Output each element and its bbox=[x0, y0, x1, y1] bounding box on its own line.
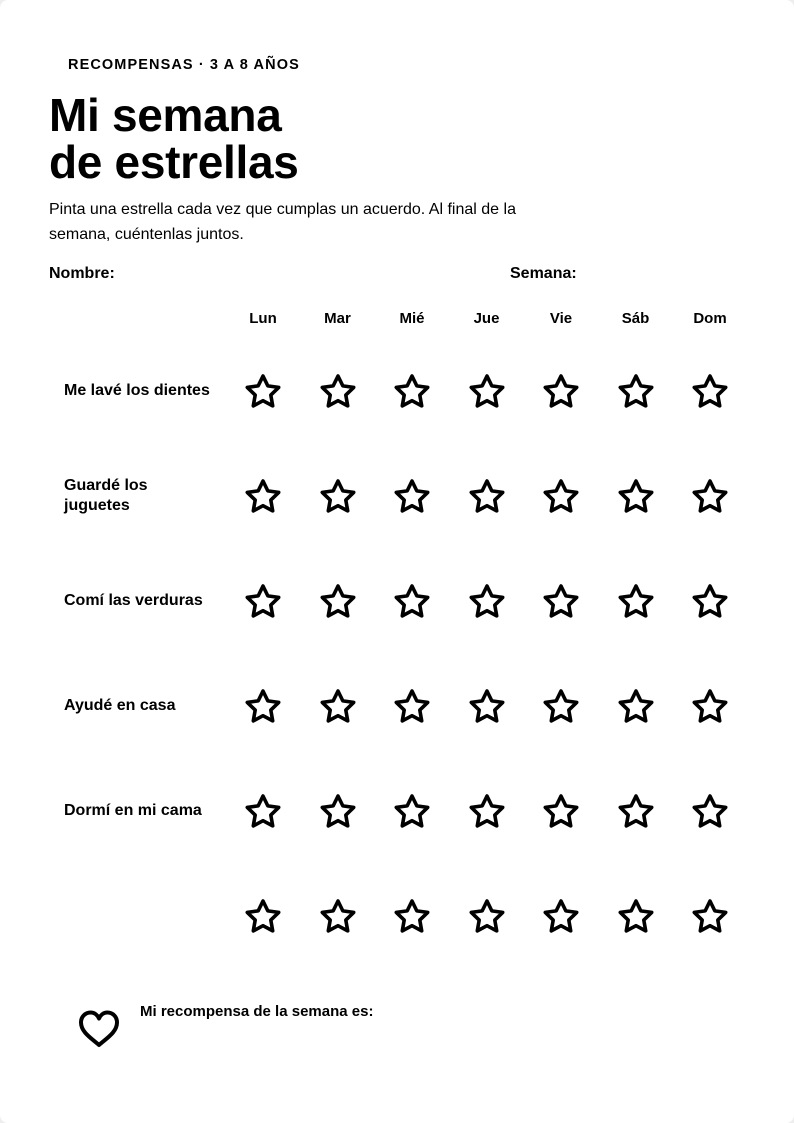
star-icon[interactable] bbox=[243, 581, 283, 621]
day-header-mar: Mar bbox=[324, 310, 351, 327]
star-icon[interactable] bbox=[318, 476, 358, 516]
star-icon[interactable] bbox=[616, 476, 656, 516]
day-header-sab: Sáb bbox=[621, 310, 650, 327]
star-icon[interactable] bbox=[243, 371, 283, 411]
instructions-text: Pinta una estrella cada vez que cumplas un acuerdo. Al final de la semana, cuéntenlas juntos. bbox=[49, 201, 516, 243]
star-icon[interactable] bbox=[616, 371, 656, 411]
star-icon[interactable] bbox=[616, 686, 656, 726]
title-line-1: Mi semana bbox=[49, 89, 282, 141]
star-icon[interactable] bbox=[541, 476, 581, 516]
star-icon[interactable] bbox=[690, 371, 730, 411]
title-line-2: de estrellas bbox=[49, 136, 299, 188]
star-icon[interactable] bbox=[318, 686, 358, 726]
star-icon[interactable] bbox=[392, 371, 432, 411]
star-icon[interactable] bbox=[616, 581, 656, 621]
star-icon[interactable] bbox=[467, 791, 507, 831]
star-icon[interactable] bbox=[541, 371, 581, 411]
star-icon[interactable] bbox=[467, 686, 507, 726]
star-icon[interactable] bbox=[392, 476, 432, 516]
star-icon[interactable] bbox=[467, 896, 507, 936]
star-icon[interactable] bbox=[616, 791, 656, 831]
day-header-jue: Jue bbox=[473, 310, 500, 327]
task-label: Comí las verduras bbox=[64, 592, 203, 609]
star-icon[interactable] bbox=[243, 791, 283, 831]
task-label: Ayudé en casa bbox=[64, 697, 176, 714]
star-icon[interactable] bbox=[467, 371, 507, 411]
star-icon[interactable] bbox=[541, 791, 581, 831]
week-field-label: Semana: bbox=[510, 265, 577, 282]
name-field-label: Nombre: bbox=[49, 265, 115, 282]
star-icon[interactable] bbox=[541, 896, 581, 936]
star-icon[interactable] bbox=[392, 791, 432, 831]
star-icon[interactable] bbox=[392, 896, 432, 936]
star-icon[interactable] bbox=[541, 581, 581, 621]
star-icon[interactable] bbox=[318, 791, 358, 831]
task-label: Me lavé los dientes bbox=[64, 382, 210, 399]
star-icon[interactable] bbox=[690, 476, 730, 516]
heart-icon bbox=[77, 1008, 121, 1050]
task-label: Dormí en mi cama bbox=[64, 802, 202, 819]
star-icon[interactable] bbox=[616, 896, 656, 936]
star-icon[interactable] bbox=[243, 686, 283, 726]
star-icon[interactable] bbox=[690, 791, 730, 831]
star-icon[interactable] bbox=[392, 581, 432, 621]
day-header-vie: Vie bbox=[549, 310, 573, 327]
star-icon[interactable] bbox=[318, 371, 358, 411]
day-header-mie: Mié bbox=[399, 310, 425, 327]
category-kicker: RECOMPENSAS · 3 A 8 AÑOS bbox=[68, 57, 300, 73]
star-icon[interactable] bbox=[467, 581, 507, 621]
page-title bbox=[49, 89, 299, 188]
star-icon[interactable] bbox=[392, 686, 432, 726]
day-header-lun: Lun bbox=[249, 310, 277, 327]
star-icon[interactable] bbox=[690, 896, 730, 936]
star-icon[interactable] bbox=[690, 686, 730, 726]
day-header-dom: Dom bbox=[693, 310, 727, 327]
star-icon[interactable] bbox=[318, 581, 358, 621]
task-label: Guardé los juguetes bbox=[64, 477, 148, 514]
reward-label: Mi recompensa de la semana es: bbox=[140, 1003, 374, 1020]
star-icon[interactable] bbox=[541, 686, 581, 726]
star-icon[interactable] bbox=[243, 476, 283, 516]
star-icon[interactable] bbox=[318, 896, 358, 936]
star-icon[interactable] bbox=[467, 476, 507, 516]
star-icon[interactable] bbox=[690, 581, 730, 621]
star-icon[interactable] bbox=[243, 896, 283, 936]
